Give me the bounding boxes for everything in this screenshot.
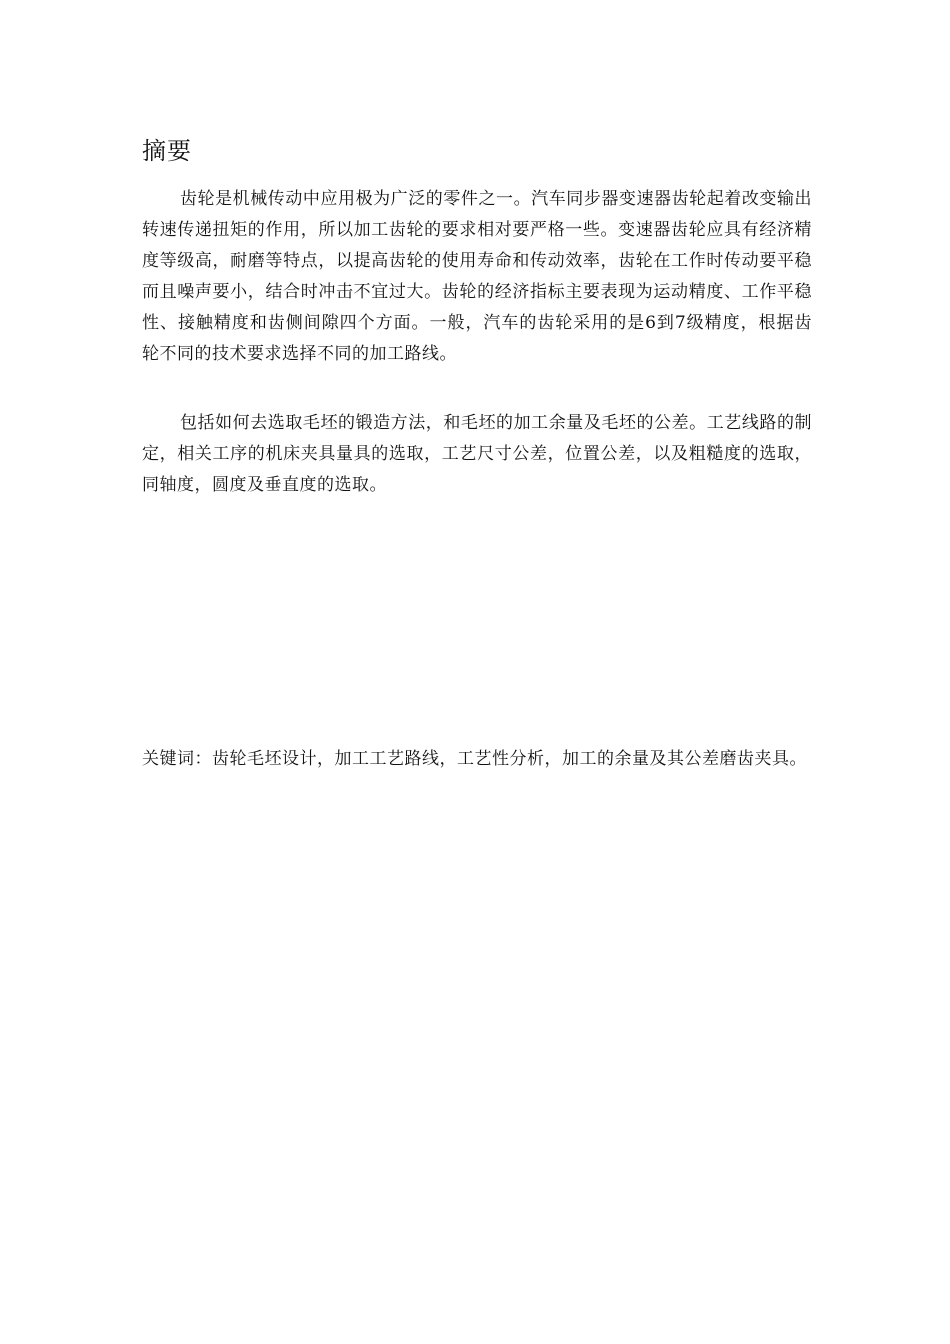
abstract-paragraph: 包括如何去选取毛坯的锻造方法，和毛坯的加工余量及毛坯的公差。工艺线路的制定，相关工序的机床夹具量具的选取，工艺尺寸公差，位置公差，以及粗糙度的选取，同轴度，圆度及垂直度的选取。 [142,413,812,495]
abstract-paragraph: 齿轮是机械传动中应用极为广泛的零件之一。汽车同步器变速器齿轮起着改变输出转速传递扭矩的作用，所以加工齿轮的要求相对要严格一些。变速器齿轮应具有经济精度等级高，耐磨等特点，以提高齿轮的使用寿命和传动效率，齿轮在工作时传动要平稳而且噪声要小，结合时冲击不宜过大。齿轮的经济指标主要表现为运动精度、工作平稳性、接触精度和齿侧间隙四个方面。一般，汽车的齿轮采用的是6到7级精度，根据齿轮不同的技术要求选择不同的加工路线。 [142,189,812,364]
abstract-heading: 摘要 [142,137,192,165]
keywords-line: 关键词：齿轮毛坯设计，加工工艺路线，工艺性分析，加工的余量及其公差磨齿夹具。 [142,749,807,769]
